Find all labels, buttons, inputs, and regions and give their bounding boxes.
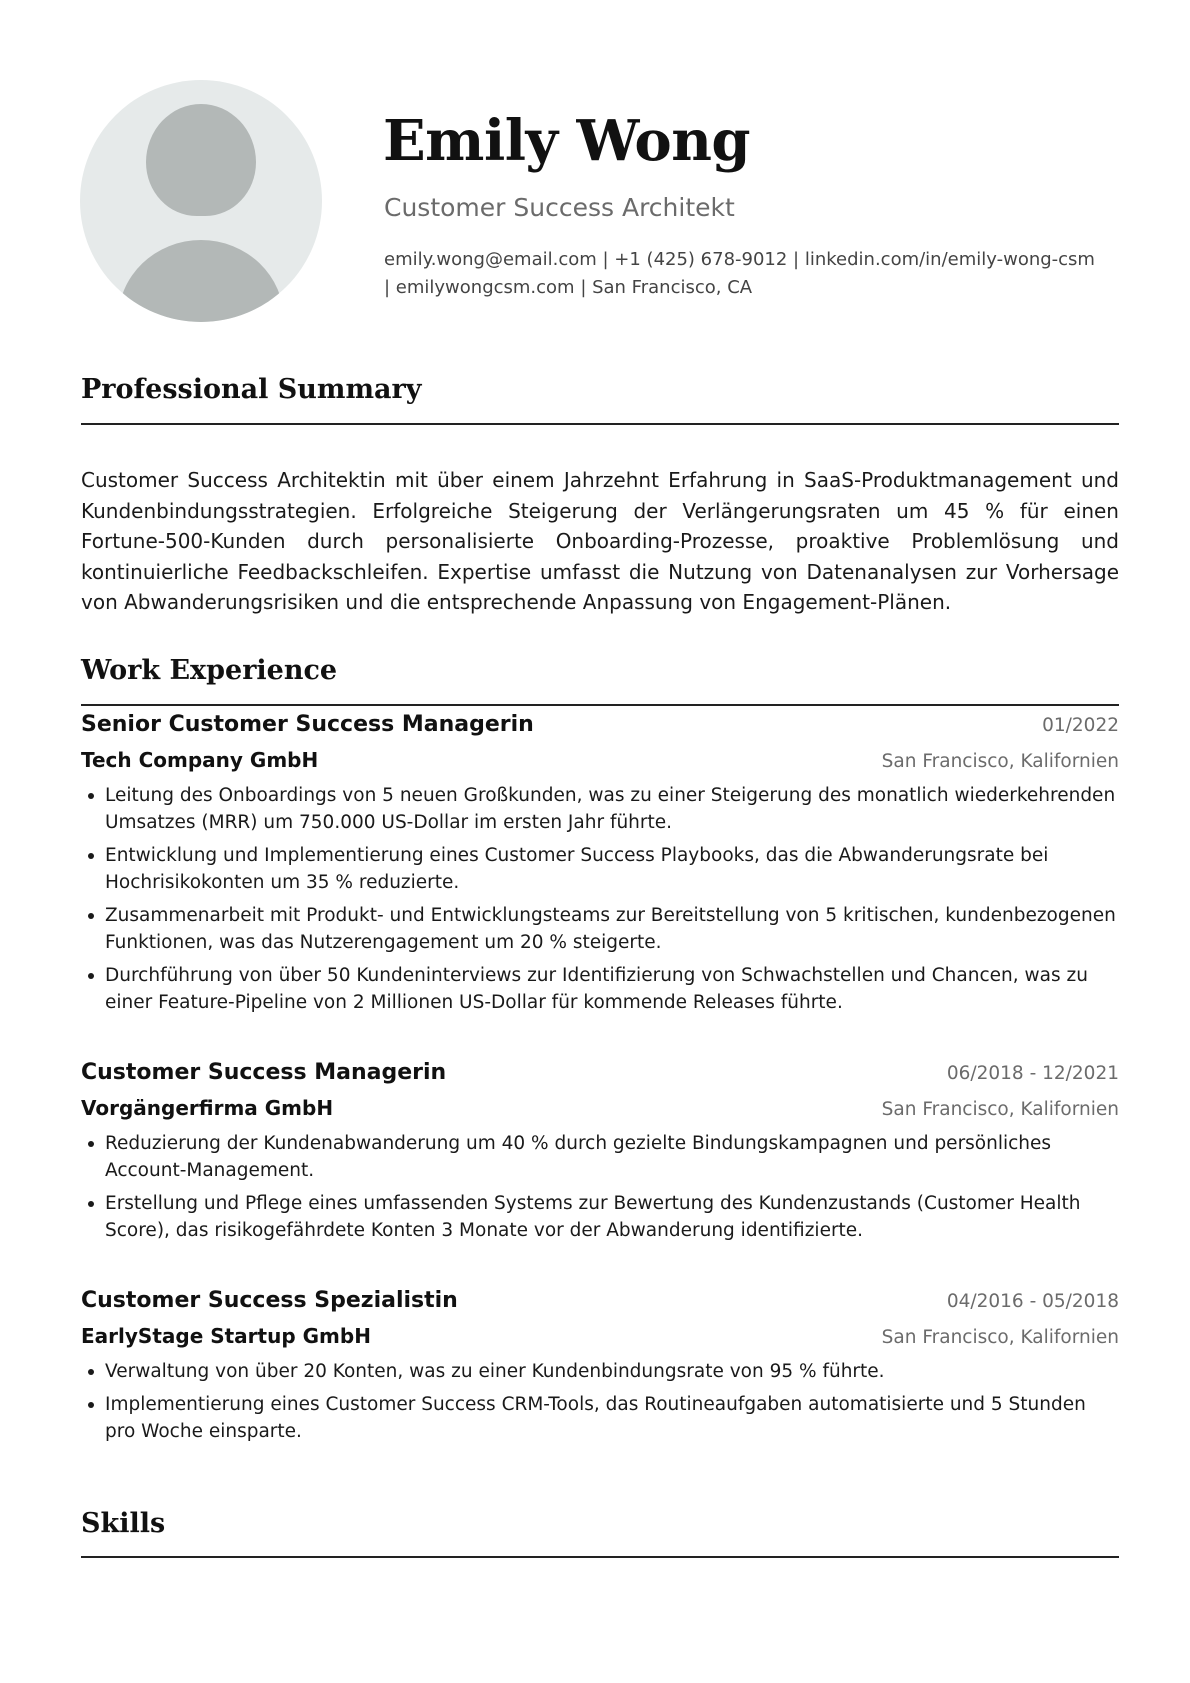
job-bullets: [81, 1358, 1119, 1445]
job-title: Customer Success Managerin: [81, 1060, 447, 1085]
avatar-shoulders-shape: [118, 240, 284, 322]
bullet-dot-icon: [88, 1402, 94, 1408]
job-entry: [81, 712, 1119, 1022]
job-bullets: [81, 1130, 1119, 1244]
bullet-item: [81, 962, 1119, 1016]
job-title: Senior Customer Success Managerin: [81, 712, 534, 737]
bullet-item: [81, 1190, 1119, 1244]
avatar-head-shape: [146, 104, 256, 216]
section-divider: [81, 1556, 1119, 1558]
section-title-skills: Skills: [81, 1508, 166, 1539]
job-company-row: [81, 1096, 1119, 1130]
job-header-row: [81, 1060, 1119, 1096]
summary-text: Customer Success Architektin mit über einem Jahrzehnt Erfahrung in SaaS-Produktmanagement und Kundenbindungsstrategien. Erfolgreiche Steigerung der Verlängerungsraten um 45 % für einen Fortune-500-Kunden durch personalisierte Onboarding-Prozesse, proaktive Problemlösung und kontinuierliche Feedbackschleifen. Expertise umfasst die Nutzung von Datenanalysen zur Vorhersage von Abwanderungsrisiken und die entsprechende Anpassung von Engagement-Plänen.: [81, 468, 1119, 614]
bullet-text: Implementierung eines Customer Success CRM-Tools, das Routineaufgaben automatisierte und 5 Stunden pro Woche einsparte.: [105, 1394, 1086, 1442]
job-header-row: [81, 712, 1119, 748]
bullet-item: [81, 782, 1119, 836]
section-title-experience: Work Experience: [81, 655, 338, 686]
bullet-item: [81, 1391, 1119, 1445]
job-header-row: [81, 1288, 1119, 1324]
job-company: Vorgängerfirma GmbH: [81, 1096, 334, 1120]
contact-line-1: emily.wong@email.com | +1 (425) 678-9012 | linkedin.com/in/emily-wong-csm: [384, 249, 1095, 270]
bullet-text: Erstellung und Pflege eines umfassenden Systems zur Bewertung des Kundenzustands (Customer Health Score), das risikogefährdete Konten 3 Monate vor der Abwanderung identifizierte.: [105, 1193, 1081, 1241]
job-location: San Francisco, Kalifornien: [881, 1099, 1119, 1120]
section-divider: [81, 704, 1119, 706]
job-company-row: [81, 1324, 1119, 1358]
contact-info: [384, 246, 1130, 302]
job-title: Customer Success Spezialistin: [81, 1288, 458, 1313]
job-location: San Francisco, Kalifornien: [881, 1327, 1119, 1348]
bullet-text: Leitung des Onboardings von 5 neuen Großkunden, was zu einer Steigerung des monatlich wiederkehrenden Umsatzes (MRR) um 750.000 US-Dollar im ersten Jahr führte.: [105, 785, 1116, 833]
job-company: Tech Company GmbH: [81, 748, 319, 772]
bullet-dot-icon: [88, 853, 94, 859]
bullet-text: Reduzierung der Kundenabwanderung um 40 % durch gezielte Bindungskampagnen und persönliches Account-Management.: [105, 1133, 1052, 1181]
job-entry: [81, 1060, 1119, 1250]
bullet-dot-icon: [88, 1369, 94, 1375]
bullet-text: Entwicklung und Implementierung eines Customer Success Playbooks, das die Abwanderungsrate bei Hochrisikokonten um 35 % reduzierte.: [105, 845, 1049, 893]
job-entry: [81, 1288, 1119, 1451]
avatar-placeholder: [80, 80, 322, 322]
bullet-dot-icon: [88, 913, 94, 919]
bullet-text: Durchführung von über 50 Kundeninterviews zur Identifizierung von Schwachstellen und Chancen, was zu einer Feature-Pipeline von 2 Millionen US-Dollar für kommende Releases führte.: [105, 965, 1088, 1013]
bullet-dot-icon: [88, 973, 94, 979]
section-divider: [81, 423, 1119, 425]
contact-line-2: | emilywongcsm.com | San Francisco, CA: [384, 277, 753, 298]
bullet-text: Verwaltung von über 20 Konten, was zu einer Kundenbindungsrate von 95 % führte.: [105, 1361, 885, 1382]
job-date: 06/2018 - 12/2021: [946, 1063, 1119, 1084]
bullet-dot-icon: [88, 793, 94, 799]
job-date: 01/2022: [1042, 715, 1119, 736]
job-company: EarlyStage Startup GmbH: [81, 1324, 371, 1348]
job-location: San Francisco, Kalifornien: [881, 751, 1119, 772]
bullet-item: [81, 1358, 1119, 1385]
bullet-item: [81, 902, 1119, 956]
bullet-dot-icon: [88, 1201, 94, 1207]
job-date: 04/2016 - 05/2018: [946, 1291, 1119, 1312]
bullet-item: [81, 1130, 1119, 1184]
bullet-text: Zusammenarbeit mit Produkt- und Entwicklungsteams zur Bereitstellung von 5 kritischen, kundenbezogenen Funktionen, was das Nutzerengagement um 20 % steigerte.: [105, 905, 1116, 953]
bullet-dot-icon: [88, 1141, 94, 1147]
job-company-row: [81, 748, 1119, 782]
section-title-summary: Professional Summary: [81, 374, 422, 405]
job-bullets: [81, 782, 1119, 1016]
candidate-role: Customer Success Architekt: [384, 193, 735, 222]
candidate-name: Emily Wong: [383, 108, 751, 174]
bullet-item: [81, 842, 1119, 896]
